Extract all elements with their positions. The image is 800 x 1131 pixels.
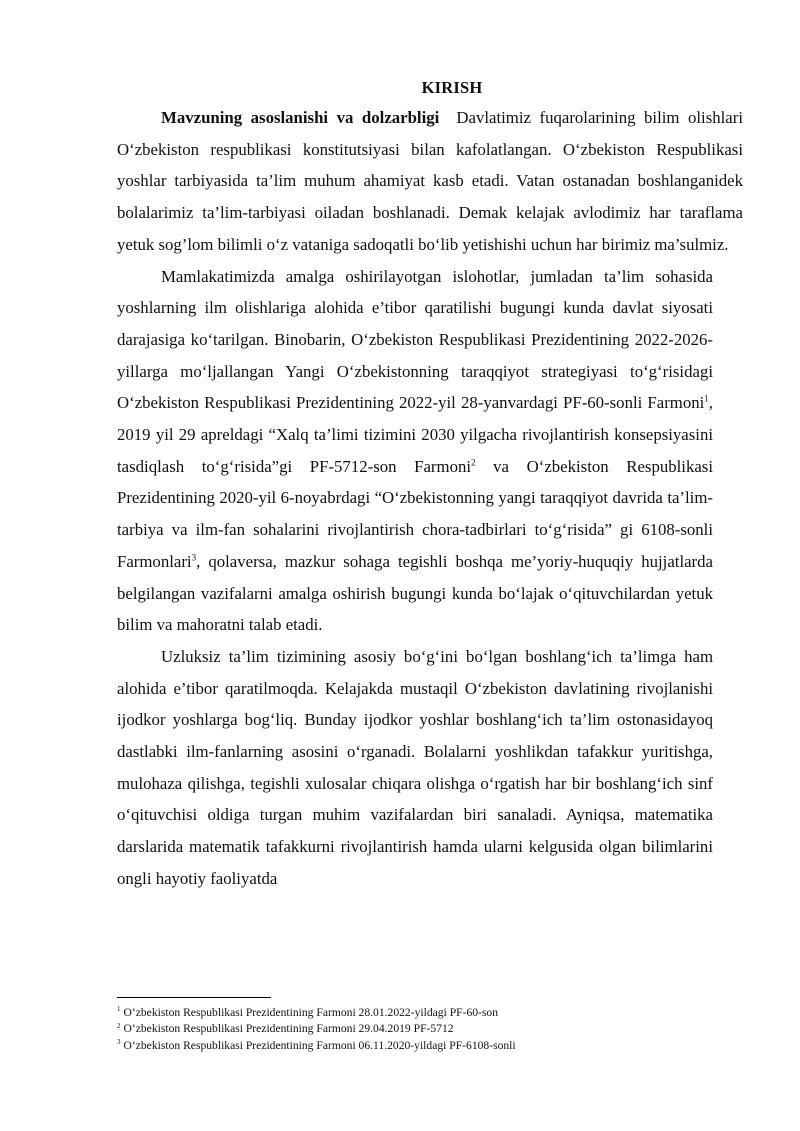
paragraph-1	[117, 102, 743, 261]
paragraph-3: Uzluksiz ta’lim tizimining asosiy bo‘g‘ini bo‘lgan boshlang‘ich ta’limga ham alohida e’tibor qaratilmoqda. Kelajakda mustaqil O‘zbekiston davlatining rivojlanishi ijodkor yoshlarga bog‘liq. Bunday ijodkor yoshlar boshlang‘ich ta’lim ostonasidayoq dastlabki ilm-fanlarning asosini o‘rganadi. Bolalarni yoshlikdan tafakkur yuritishga, mulohaza qilishga, tegishli xulosalar chiqara olishga o‘rgatish har bir boshlang‘ich sinf o‘qituvchisi oldiga turgan muhim vazifalardan biri sanaladi. Ayniqsa, matematika darslarida matematik tafakkurni rivojlantirish hamda ularni kelgusida olgan bilimlarini ongli hayotiy faoliyatda	[117, 646, 713, 888]
footnote-ref-3[interactable]: 3	[191, 552, 197, 563]
footnote-text: O‘zbekiston Respublikasi Prezidentining Farmoni 28.01.2022-yildagi PF-60-son	[123, 1006, 499, 1019]
footnote-mark: 2	[117, 1021, 121, 1030]
footnote-1	[117, 1005, 757, 1021]
paragraph-2	[117, 261, 713, 641]
paragraph-1-lead: Mavzuning asoslanishi va dolzarbligi	[161, 108, 440, 127]
footnote-ref-2[interactable]: 2	[471, 457, 476, 468]
footnote-3	[117, 1038, 757, 1054]
paragraph-2-part-b: , 2019 yil 29 apreldagi “Xalq ta’limi tizimini 2030 yilgacha rivojlantirish konsepsiyasini tasdiqlash to‘g‘risida”gi PF-5712-son Farmoni	[117, 393, 713, 476]
page-title: KIRISH	[421, 78, 483, 97]
footnote-mark: 3	[117, 1037, 121, 1046]
footnote-2	[117, 1021, 757, 1037]
document-body	[117, 102, 743, 895]
paragraph-2-part-c: va O‘zbekiston Respublikasi Prezidentining 2020-yil 6-noyabrdagi “O‘zbekistonning yangi taraqqiyot davrida ta’lim-tarbiya va ilm-fan sohalarini rivojlantirish chora-tadbirlari to‘g‘risida” gi 6108-sonli Farmonlari	[117, 456, 713, 571]
paragraph-2-part-d: , qolaversa, mazkur sohaga tegishli boshqa me’yoriy-huquqiy hujjatlarda belgilangan vazifalarni amalga oshirish bugungi kunda bo‘lajak o‘qituvchilardan yetuk bilim va mahoratni talab etadi.	[117, 551, 713, 635]
paragraph-2-part-a: Mamlakatimizda amalga oshirilayotgan islohotlar, jumladan ta’lim sohasida yoshlarning ilm olishlariga alohida e’tibor qaratilishi bugungi kunda davlat siyosati darajasiga ko‘tarilgan. Binobarin, O‘zbekiston Respublikasi Prezidentining 2022-2026-yillarga mo‘ljallangan Yangi O‘zbekistonning taraqqiyot strategiyasi to‘g‘risidagi O‘zbekiston Respublikasi Prezidentining 2022-yil 28-yanvardagi PF-60-sonli Farmoni	[117, 266, 713, 413]
footnote-ref-1[interactable]: 1	[704, 393, 709, 404]
footnotes	[117, 1005, 757, 1054]
footnote-mark: 1	[117, 1005, 121, 1014]
paragraph-1-text: Davlatimiz fuqarolarining bilim olishlari O‘zbekiston respublikasi konstitutsiyasi bilan kafolatlangan. O‘zbekiston Respublikasi yoshlar tarbiyasida ta’lim muhum ahamiyat kasb etadi. Vatan ostanadan boshlanganidek bolalarimiz ta’lim-tarbiyasi oiladan boshlanadi. Demak kelajak avlodimiz har taraflama yetuk sog’lom bilimli o‘z vataniga sadoqatli bo‘lib yetishishi uchun har birimiz ma’sulmiz.	[117, 108, 743, 254]
footnote-text: O‘zbekiston Respublikasi Prezidentining Farmoni 06.11.2020-yildagi PF-6108-sonli	[123, 1038, 516, 1052]
footnote-separator	[117, 997, 271, 998]
footnote-text: O‘zbekiston Respublikasi Prezidentining Farmoni 29.04.2019 PF-5712	[123, 1022, 454, 1036]
